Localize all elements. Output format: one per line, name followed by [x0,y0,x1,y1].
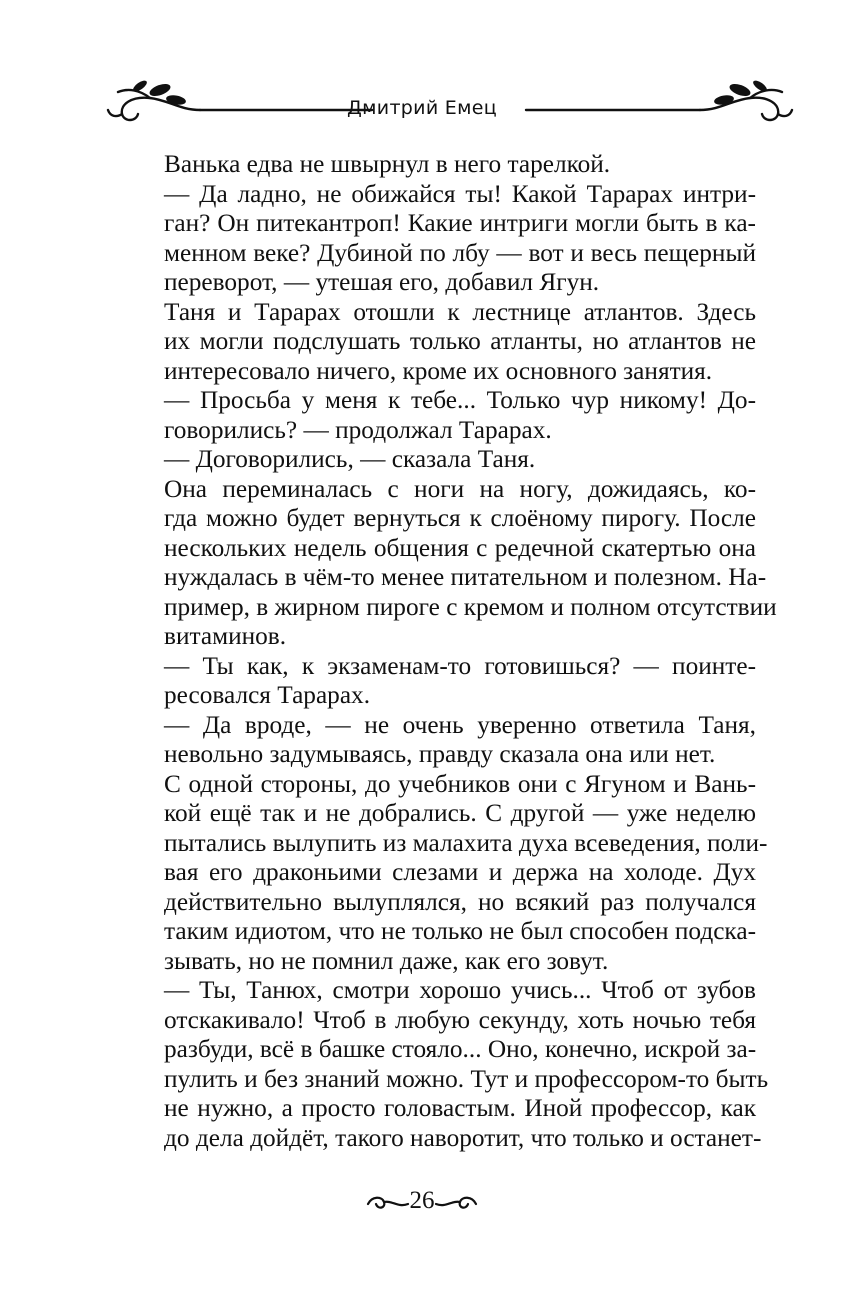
text-line: кой ещё так и не добрались. С другой — уже неделю [164,799,756,827]
running-header-author: Дмитрий Емец [347,97,497,119]
text-line: разбуди, всё в башке стояло... Оно, конечно, искрой за- [164,1035,757,1063]
text-line: нуждалась в чём-то менее питательном и полезном. На- [164,563,767,591]
text-line: отскакивало! Чтоб в любую секунду, хоть ночью тебя [164,1005,756,1034]
text-line: таким идиотом, что не только не был способен подска- [164,917,756,945]
text-line: ресовался Тарарах. [164,681,371,709]
text-line: витаминов. [164,622,287,650]
text-line: — Просьба у меня к тебе... Только чур никому! До- [164,386,756,414]
text-line: их могли подслушать только атланты, но атлантов не [164,327,756,355]
paragraph [136,180,756,298]
text-line: переворот, — утешая его, добавил Ягун. [164,268,600,296]
text-line: пулить и без знаний можно. Тут и профессором-то быть [164,1064,769,1093]
paragraph [136,976,769,1153]
text-line: интересовало ничего, кроме их основного занятия. [164,356,713,385]
text-line: до дела дойдёт, такого наворотит, что только и останет- [164,1123,762,1152]
text-line: менном веке? Дубиной по лбу — вот и весь пещерный [164,238,756,267]
text-line: пример, в жирном пироге с кремом и полном отсутствии [164,592,777,621]
page-number: 26 [409,1187,435,1214]
paragraph [136,298,756,387]
page-header [0,70,844,140]
text-line: зывать, но не помнил даже, как его зовут. [164,946,609,975]
page-footer [0,1182,844,1222]
text-line: — Договорились, — сказала Таня. [164,445,536,473]
paragraph [136,769,768,977]
text-line: — Да вроде, — не очень уверенно ответила Таня, [164,710,756,739]
paragraph [136,150,756,180]
paragraph [136,652,756,711]
text-line: вая его драконьими слезами и держа на холоде. Дух [164,858,756,886]
paragraph [136,711,756,770]
body-text [136,150,777,1153]
paragraph [136,445,756,475]
text-line: — Ты, Танюх, смотри хорошо учись... Чтоб от зубов [164,976,756,1004]
text-line: — Да ладно, не обижайся ты! Какой Тарарах интри- [164,179,756,208]
text-line: Таня и Тарарах отошли к лестнице атлантов. Здесь [164,297,756,326]
text-line: не нужно, а просто головастым. Иной профессор, как [164,1094,756,1122]
text-line: ган? Он питекантроп! Какие интриги могли быть в ка- [164,209,756,237]
text-line: действительно вылуплялся, но всякий раз получался [164,887,756,916]
text-line: С одной стороны, до учебников они с Ягуном и Вань- [164,769,756,798]
text-line: говорились? — продолжал Тарарах. [164,415,552,444]
paragraph [136,386,756,445]
paragraph [136,474,777,652]
text-line: нескольких недель общения с редечной скатертью она [164,533,756,562]
text-line: — Ты как, к экзаменам-то готовишься? — поинте- [164,651,756,680]
text-line: гда можно будет вернуться к слоёному пирогу. После [164,504,756,532]
text-line: Она переминалась с ноги на ногу, дожидаясь, ко- [164,474,756,503]
text-line: пытались вылупить из малахита духа всеведения, поли- [164,828,768,857]
text-line: невольно задумываясь, правду сказала она или нет. [164,740,716,768]
text-line: Ванька едва не швырнул в него тарелкой. [164,150,611,178]
